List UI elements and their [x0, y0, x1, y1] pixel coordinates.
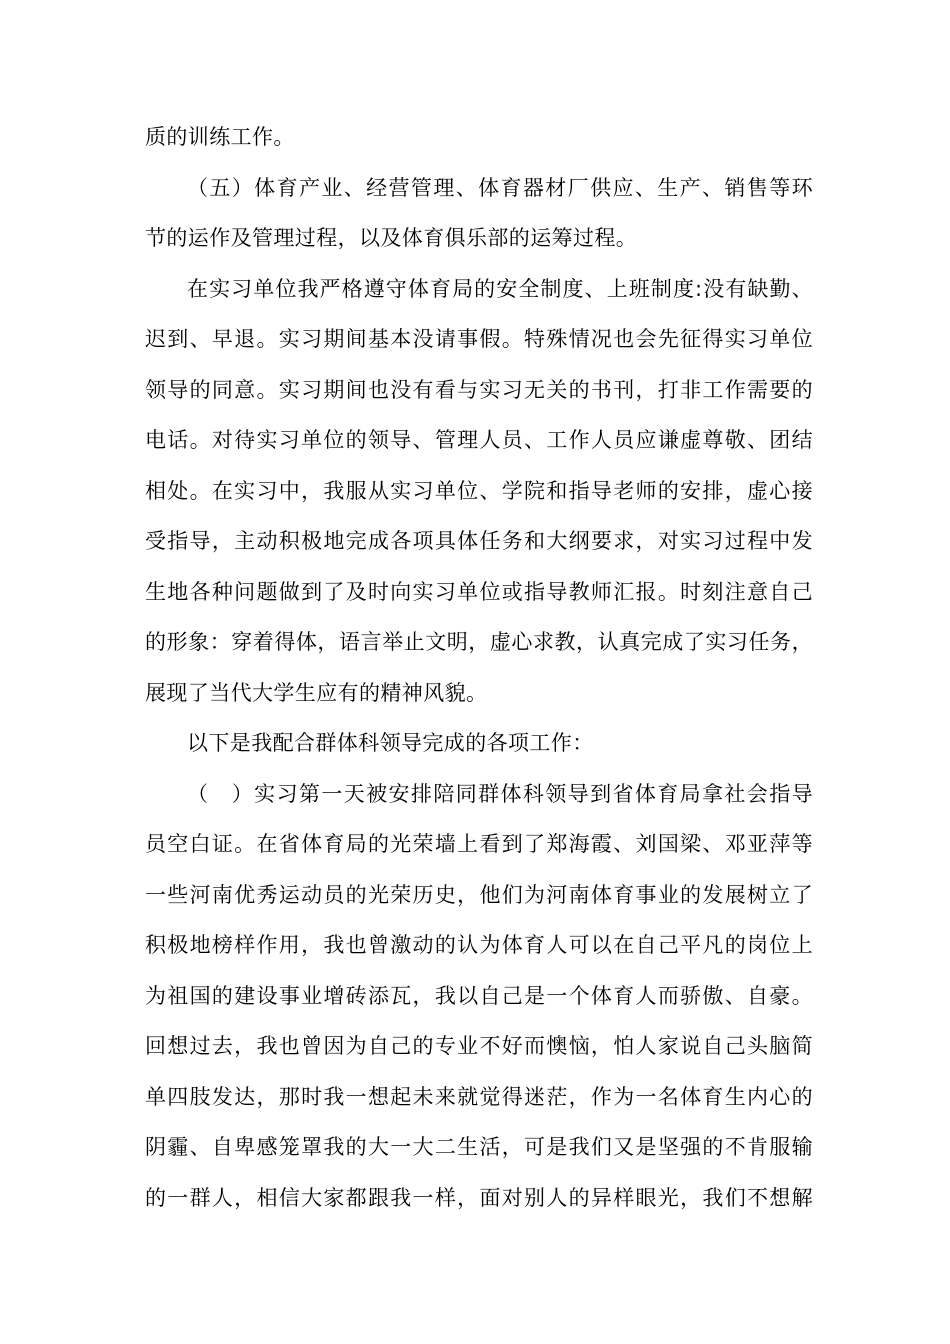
text-line: 相处。在实习中，我服从实习单位、学院和指导老师的安排，虚心接	[145, 478, 813, 503]
text-line: 的一群人，相信大家都跟我一样，面对别人的异样眼光，我们不想解	[145, 1185, 813, 1210]
text-line: 员空白证。在省体育局的光荣墙上看到了郑海霞、刘国梁、邓亚萍等	[145, 832, 813, 856]
text-line: 生地各种问题做到了及时向实习单位或指导教师汇报。时刻注意自己	[145, 579, 813, 604]
text-line: 阴霾、自卑感笼罩我的大一大二生活，可是我们又是坚强的不肯服输	[145, 1135, 813, 1159]
text-line: 电话。对待实习单位的领导、管理人员、工作人员应谦虚尊敬、团结	[145, 428, 813, 452]
text-line: 的形象：穿着得体，语言举止文明，虚心求教，认真完成了实习任务，	[145, 630, 813, 654]
text-line: （ ）实习第一天被安排陪同群体科领导到省体育局拿社会指导	[187, 781, 813, 806]
text-line: 以下是我配合群体科领导完成的各项工作：	[187, 731, 594, 755]
text-line: （五）体育产业、经营管理、体育器材厂供应、生产、销售等环	[187, 175, 813, 200]
text-line: 展现了当代大学生应有的精神风貌。	[145, 680, 488, 705]
text-line: 受指导，主动积极地完成各项具体任务和大纲要求，对实习过程中发	[145, 529, 813, 553]
text-line: 为祖国的建设事业增砖添瓦，我以自己是一个体育人而骄傲、自豪。	[145, 983, 813, 1008]
text-line: 积极地榜样作用，我也曾激动的认为体育人可以在自己平凡的岗位上	[145, 933, 813, 957]
text-line: 领导的同意。实习期间也没有看与实习无关的书刊，打非工作需要的	[145, 377, 813, 402]
text-line: 单四肢发达，那时我一想起未来就觉得迷茫，作为一名体育生内心的	[145, 1084, 813, 1109]
text-line: 节的运作及管理过程，以及体育俱乐部的运筹过程。	[145, 226, 638, 250]
text-line: 一些河南优秀运动员的光荣历史，他们为河南体育事业的发展树立了	[145, 882, 813, 907]
text-line: 在实习单位我严格遵守体育局的安全制度、上班制度:没有缺勤、	[187, 276, 813, 301]
body-text	[145, 112, 813, 1223]
text-line: 回想过去，我也曾因为自己的专业不好而懊恼，怕人家说自己头脑简	[145, 1034, 813, 1058]
text-line: 迟到、早退。实习期间基本没请事假。特殊情况也会先征得实习单位	[145, 327, 813, 351]
text-line: 质的训练工作。	[145, 125, 295, 149]
